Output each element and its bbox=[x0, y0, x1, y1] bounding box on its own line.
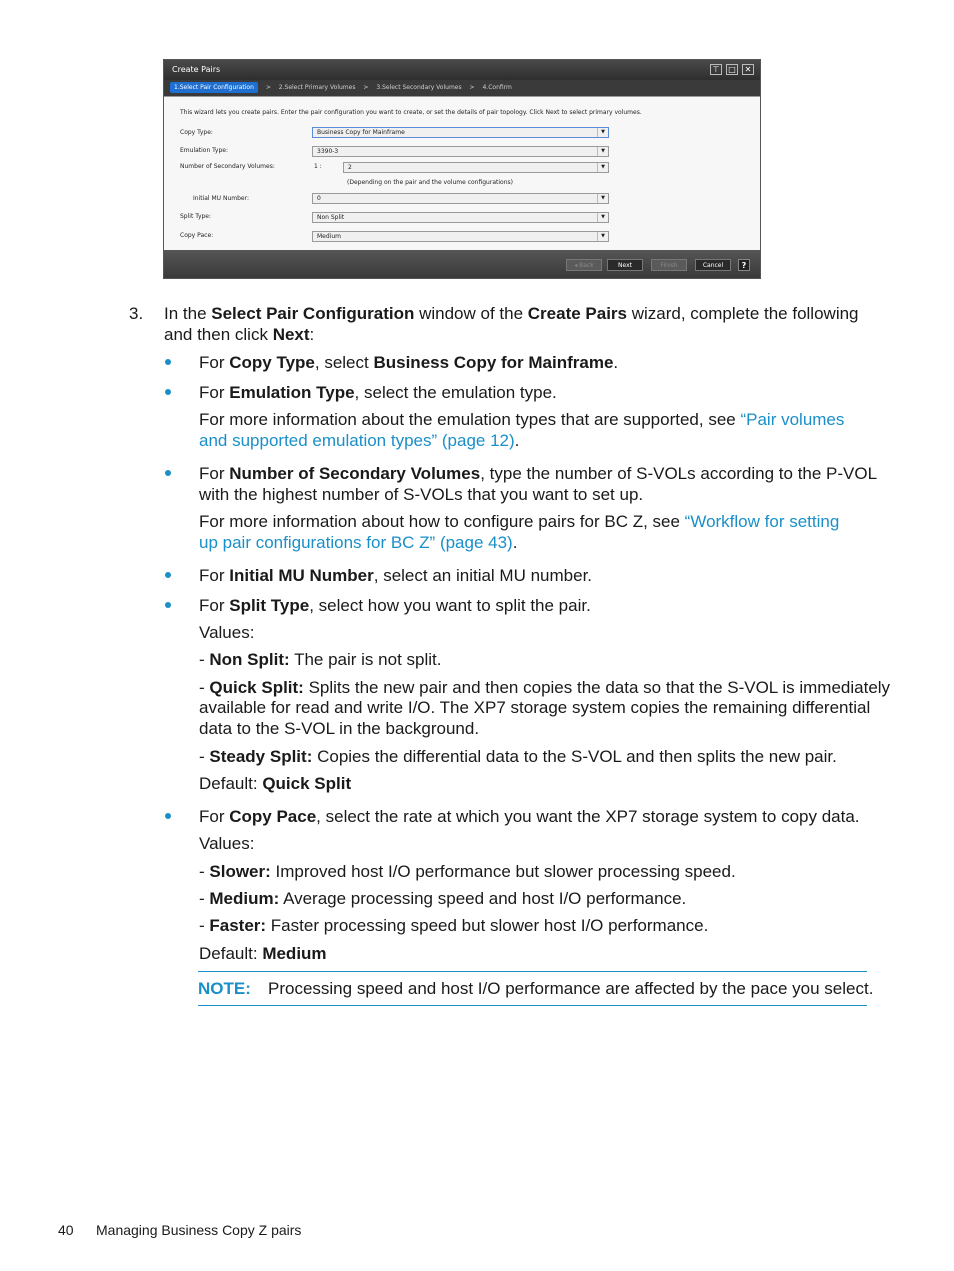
secondary-more-info bbox=[199, 511, 839, 532]
pair-volumes-link[interactable]: “Pair volumes bbox=[740, 410, 845, 429]
bullet-icon bbox=[165, 572, 171, 578]
page-number: 40 bbox=[58, 1222, 74, 1238]
text: . bbox=[514, 431, 520, 450]
text: For bbox=[199, 464, 230, 483]
wizard-title: Create Pairs bbox=[172, 65, 221, 74]
text: . bbox=[613, 353, 619, 372]
copy-type-value: Business Copy for Mainframe bbox=[317, 129, 405, 136]
term: Create Pairs bbox=[527, 304, 627, 323]
text: Faster processing speed but slower host I/O performance. bbox=[266, 916, 709, 935]
note-label: NOTE: bbox=[198, 979, 251, 998]
pace-default bbox=[199, 943, 327, 964]
bullet-icon bbox=[165, 602, 171, 608]
bullet-icon bbox=[165, 470, 171, 476]
create-pairs-wizard-screenshot bbox=[163, 59, 761, 279]
workflow-link[interactable]: “Workflow for setting bbox=[684, 512, 840, 531]
wizard-step-4: 4.Confirm bbox=[482, 84, 512, 91]
workflow-link[interactable]: up pair configurations for BC Z” (page 43) bbox=[199, 533, 513, 552]
text: , select how you want to split the pair. bbox=[309, 596, 591, 615]
finish-button[interactable]: Finish bbox=[651, 259, 687, 271]
term: Copy Pace bbox=[229, 807, 317, 826]
text: For bbox=[199, 353, 230, 372]
pair-volumes-link[interactable]: and supported emulation types” (page 12) bbox=[199, 431, 515, 450]
pace-values-label: Values: bbox=[199, 834, 255, 853]
secondary-more-info-2 bbox=[199, 532, 517, 553]
wizard-steps bbox=[164, 80, 760, 96]
emulation-more-info bbox=[199, 409, 844, 430]
initial-mu-label: Initial MU Number: bbox=[193, 195, 250, 202]
split-steady bbox=[199, 746, 837, 767]
split-quick-line-1 bbox=[199, 677, 890, 698]
text: Copies the differential data to the S-VOL and then splits the new pair. bbox=[312, 747, 837, 766]
term: Medium bbox=[262, 944, 327, 963]
term: Steady Split: bbox=[209, 747, 313, 766]
text: , select bbox=[314, 353, 374, 372]
term: Select Pair Configuration bbox=[211, 304, 415, 323]
text: - bbox=[199, 678, 210, 697]
text: wizard, complete the following bbox=[627, 304, 859, 323]
item-copy-pace bbox=[199, 806, 860, 827]
step-separator: > bbox=[469, 84, 475, 91]
bullet-icon bbox=[165, 359, 171, 365]
text: , select the emulation type. bbox=[354, 383, 557, 402]
emulation-type-value: 3390-3 bbox=[317, 148, 339, 155]
step-intro-line-1 bbox=[164, 303, 859, 324]
wizard-intro: This wizard lets you create pairs. Enter the pair configuration you want to create, or set the details of pair topology. Click Next to select primary volumes. bbox=[180, 109, 642, 116]
text: : bbox=[309, 325, 315, 344]
text: For bbox=[199, 566, 230, 585]
item-initial-mu bbox=[199, 565, 592, 586]
term: Non Split: bbox=[209, 650, 290, 669]
text: . bbox=[512, 533, 518, 552]
term: Medium: bbox=[209, 889, 280, 908]
split-default bbox=[199, 773, 351, 794]
num-secondary-note: (Depending on the pair and the volume configurations) bbox=[347, 179, 513, 186]
item-copy-type bbox=[199, 352, 618, 373]
text: and then click bbox=[164, 325, 273, 344]
close-icon[interactable]: ✕ bbox=[742, 64, 754, 75]
term: Quick Split bbox=[262, 774, 352, 793]
num-secondary-value: 2 bbox=[348, 164, 352, 171]
pace-faster bbox=[199, 915, 708, 936]
copy-type-label: Copy Type: bbox=[180, 129, 213, 136]
text: Default: bbox=[199, 774, 263, 793]
pace-medium bbox=[199, 888, 686, 909]
term: Copy Type bbox=[229, 353, 315, 372]
secondary-line-2: with the highest number of S-VOLs that you want to set up. bbox=[199, 485, 644, 504]
text: Improved host I/O performance but slower processing speed. bbox=[270, 862, 736, 881]
text: Splits the new pair and then copies the data so that the S-VOL is immediately bbox=[303, 678, 891, 697]
dropdown-arrow-icon: ▼ bbox=[597, 147, 608, 156]
note-box bbox=[198, 971, 874, 1006]
wizard-step-1: 1.Select Pair Configuration bbox=[170, 82, 258, 93]
term: Next bbox=[272, 325, 310, 344]
emulation-type-select[interactable] bbox=[312, 146, 609, 157]
text: - bbox=[199, 916, 210, 935]
dropdown-arrow-icon: ▼ bbox=[597, 194, 608, 203]
emulation-more-info-2 bbox=[199, 430, 519, 451]
text: In the bbox=[164, 304, 212, 323]
text: For more information about how to configure pairs for BC Z, see bbox=[199, 512, 685, 531]
term: Faster: bbox=[209, 916, 267, 935]
text: , select an initial MU number. bbox=[373, 566, 593, 585]
term: Emulation Type bbox=[229, 383, 355, 402]
term: Business Copy for Mainframe bbox=[373, 353, 614, 372]
text: The pair is not split. bbox=[289, 650, 442, 669]
copy-pace-value: Medium bbox=[317, 233, 341, 240]
split-type-select[interactable] bbox=[312, 212, 609, 223]
text: - bbox=[199, 650, 210, 669]
term: Slower: bbox=[209, 862, 271, 881]
emulation-type-label: Emulation Type: bbox=[180, 147, 228, 154]
text: For bbox=[199, 807, 230, 826]
step-intro-line-2 bbox=[164, 324, 314, 345]
split-type-value: Non Split bbox=[317, 214, 345, 221]
bullet-icon bbox=[165, 389, 171, 395]
note-text: Processing speed and host I/O performance are affected by the pace you select. bbox=[268, 979, 874, 998]
split-non-split bbox=[199, 649, 441, 670]
text: For bbox=[199, 596, 230, 615]
dropdown-arrow-icon: ▼ bbox=[597, 213, 608, 222]
pin-icon[interactable]: ⊤ bbox=[710, 64, 722, 75]
text: Average processing speed and host I/O performance. bbox=[279, 889, 687, 908]
term: Split Type bbox=[229, 596, 310, 615]
wizard-body bbox=[164, 96, 760, 252]
text: window of the bbox=[414, 304, 528, 323]
term: Quick Split: bbox=[209, 678, 304, 697]
split-values-label: Values: bbox=[199, 623, 255, 642]
step-separator: > bbox=[363, 84, 369, 91]
step-number: 3. bbox=[129, 304, 144, 323]
dropdown-arrow-icon: ▼ bbox=[597, 163, 608, 172]
copy-pace-select[interactable] bbox=[312, 231, 609, 242]
split-type-label: Split Type: bbox=[180, 213, 212, 220]
bullet-icon bbox=[165, 813, 171, 819]
step-separator: > bbox=[265, 84, 271, 91]
copy-type-select[interactable] bbox=[312, 127, 609, 138]
item-split-type bbox=[199, 595, 591, 616]
dropdown-arrow-icon: ▼ bbox=[597, 128, 608, 137]
wizard-step-2: 2.Select Primary Volumes bbox=[278, 84, 356, 91]
term: Number of Secondary Volumes bbox=[229, 464, 481, 483]
text: Default: bbox=[199, 944, 263, 963]
footer-title: Managing Business Copy Z pairs bbox=[96, 1222, 302, 1238]
initial-mu-value: 0 bbox=[317, 195, 321, 202]
pace-slower bbox=[199, 861, 736, 882]
text: For more information about the emulation types that are supported, see bbox=[199, 410, 741, 429]
text: , type the number of S-VOLs according to the P-VOL bbox=[480, 464, 878, 483]
text: - bbox=[199, 889, 210, 908]
num-secondary-label: Number of Secondary Volumes: bbox=[180, 163, 275, 170]
num-secondary-select[interactable] bbox=[343, 162, 609, 173]
wizard-title-bar bbox=[164, 60, 760, 80]
text: - bbox=[199, 862, 210, 881]
maximize-icon[interactable]: □ bbox=[726, 64, 738, 75]
copy-pace-label: Copy Pace: bbox=[180, 232, 214, 239]
dropdown-arrow-icon: ▼ bbox=[597, 232, 608, 241]
next-button[interactable]: Next bbox=[607, 259, 643, 271]
text: - bbox=[199, 747, 210, 766]
cancel-button[interactable]: Cancel bbox=[695, 259, 731, 271]
item-emulation-type bbox=[199, 382, 557, 403]
help-icon[interactable]: ? bbox=[738, 259, 750, 271]
num-secondary-prefix: 1 : bbox=[314, 163, 322, 170]
text: For bbox=[199, 383, 230, 402]
wizard-step-3: 3.Select Secondary Volumes bbox=[376, 84, 462, 91]
text: , select the rate at which you want the XP7 storage system to copy data. bbox=[316, 807, 860, 826]
split-quick-line-2: available for read and write I/O. The XP7 storage system copies the remaining differential bbox=[199, 698, 871, 717]
initial-mu-select[interactable] bbox=[312, 193, 609, 204]
back-button[interactable]: ◂ Back bbox=[566, 259, 602, 271]
wizard-footer bbox=[164, 250, 760, 278]
split-quick-line-3: data to the S-VOL in the background. bbox=[199, 719, 480, 738]
term: Initial MU Number bbox=[229, 566, 374, 585]
item-secondary-volumes bbox=[199, 463, 877, 484]
